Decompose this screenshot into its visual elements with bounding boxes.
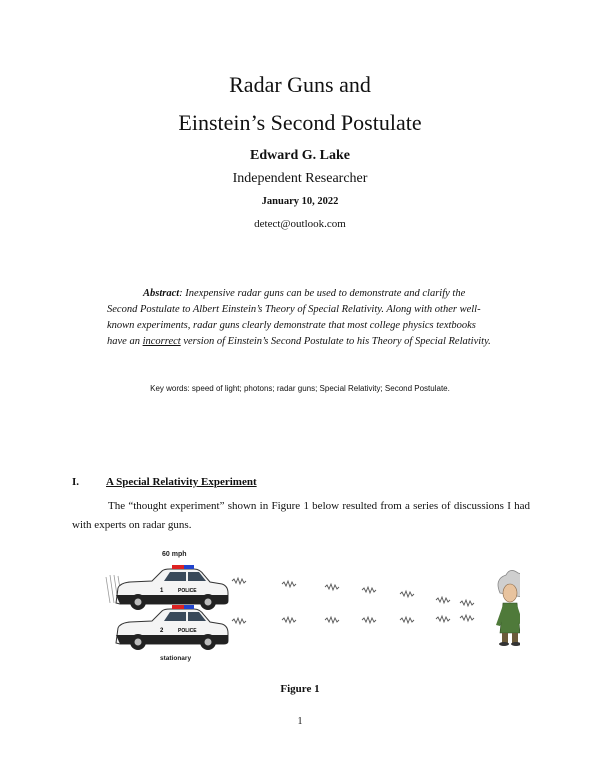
paper-title-line-1: Radar Guns and: [229, 72, 371, 97]
car-2-badge: POLICE: [178, 628, 197, 634]
car-1-badge: POLICE: [178, 588, 197, 594]
author-name: Edward G. Lake: [250, 148, 350, 163]
page-number: 1: [297, 716, 303, 727]
abstract-text-after: version of Einstein’s Second Postulate to his Theory of Special Relativity.: [180, 336, 491, 347]
paper-title-line-2: Einstein’s Second Postulate: [178, 110, 422, 135]
section-paragraph: The “thought experiment” shown in Figure 1 below resulted from a series of discussions I had with experts on radar guns.: [72, 500, 530, 531]
section-number: I.: [72, 476, 80, 488]
police-car-2: [116, 605, 228, 650]
radar-waves-car-2: [232, 615, 474, 624]
abstract-label: Abstract: [143, 288, 180, 299]
author-email: detect@outlook.com: [254, 218, 346, 230]
car-1-number: 1: [160, 588, 164, 594]
abstract: [107, 286, 495, 350]
observer-figure: [496, 570, 520, 646]
figure-caption: Figure 1: [280, 683, 320, 695]
police-car-1: [116, 565, 228, 610]
author-affiliation: Independent Researcher: [232, 171, 368, 186]
stationary-label: stationary: [160, 655, 192, 662]
keywords: Key words: speed of light; photons; radar guns; Special Relativity; Second Postulate.: [150, 384, 450, 393]
radar-waves-car-1: [232, 578, 474, 606]
car-2-number: 2: [160, 628, 164, 634]
speed-label: 60 mph: [162, 551, 187, 558]
abstract-emphasis: incorrect: [142, 336, 181, 347]
figure-1-illustration: [100, 545, 520, 670]
section-title: A Special Relativity Experiment: [106, 476, 257, 488]
publication-date: January 10, 2022: [261, 196, 339, 207]
abstract-text-before: : Inexpensive radar guns can be used to demonstrate and clarify the Second Postulate to Albert Einstein’s Theory of Special Relativity. Along with other well-known experiments, radar guns clearly demonstrate that most college physics textbooks have an: [107, 288, 481, 347]
